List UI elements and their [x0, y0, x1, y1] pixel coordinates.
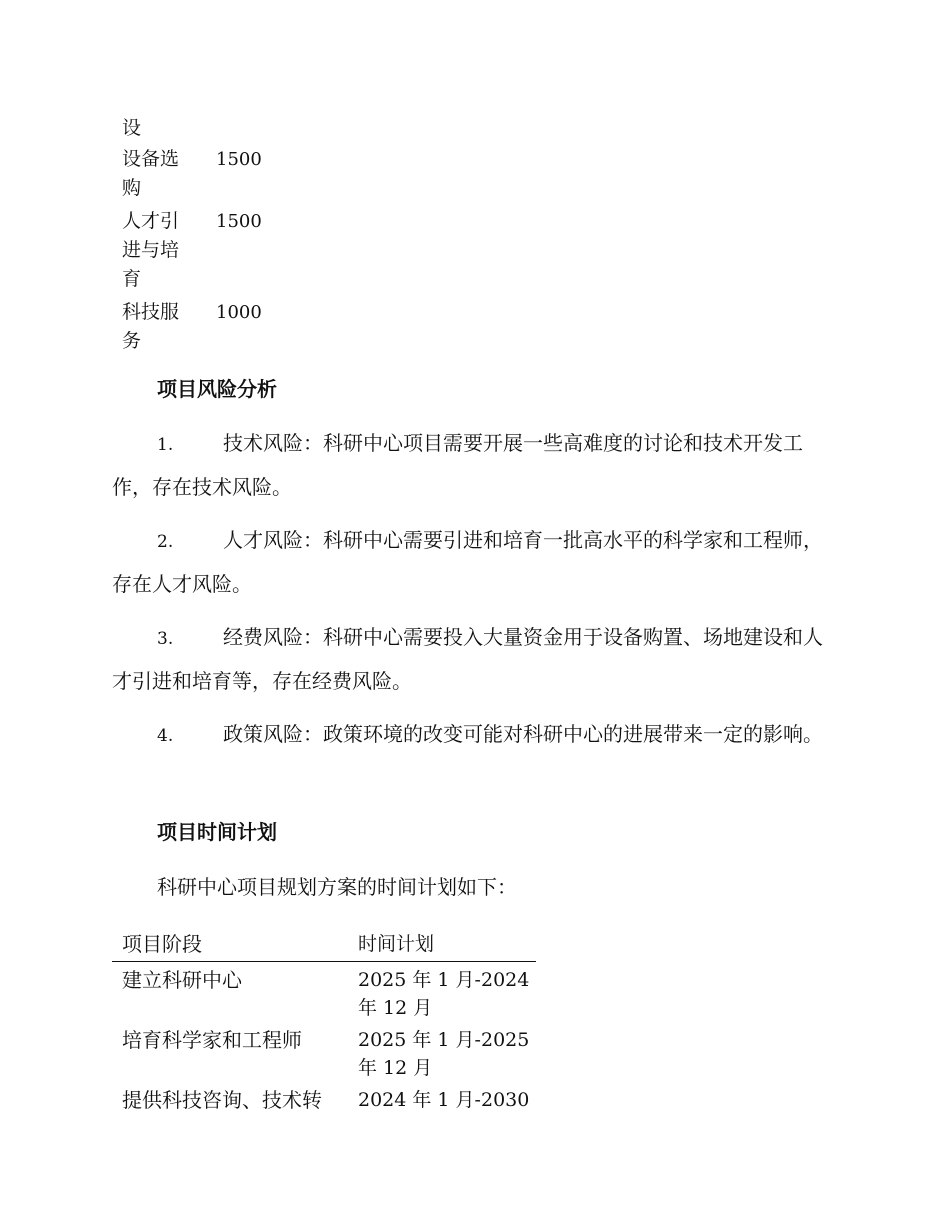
budget-item-name: 人才引进与培育 — [122, 210, 180, 290]
risk-item-text: 政策风险：政策环境的改变可能对科研中心的进展带来一定的影响。 — [223, 722, 823, 746]
risk-item-text: 经费风险：科研中心需要投入大量资金用于设备购置、场地建设和人才引进和培育等，存在经费风险。 — [112, 625, 823, 693]
table-cell-time: 2025 年 1 月-2024 年 12 月 — [358, 969, 530, 1019]
table-header-row — [112, 928, 536, 962]
section-heading-schedule: 项目时间计划 — [157, 820, 277, 844]
budget-item-name: 科技服务 — [122, 301, 180, 352]
column-header-phase: 项目阶段 — [122, 932, 202, 956]
risk-item-text: 人才风险：科研中心需要引进和培育一批高水平的科学家和工程师，存在人才风险。 — [112, 528, 823, 596]
table-cell-time: 2025 年 1 月-2025 年 12 月 — [358, 1029, 530, 1079]
table-row — [112, 207, 296, 294]
table-cell-phase: 培育科学家和工程师 — [122, 1028, 302, 1052]
schedule-intro: 科研中心项目规划方案的时间计划如下： — [157, 875, 517, 899]
list-number: 3. — [157, 629, 174, 649]
list-number: 4. — [157, 726, 174, 746]
table-row — [112, 1026, 536, 1082]
column-header-time: 时间计划 — [358, 933, 435, 955]
budget-item-name: 设备选购 — [122, 148, 180, 199]
table-row — [112, 298, 296, 356]
table-row — [112, 145, 296, 203]
table-cell-phase: 建立科研中心 — [122, 968, 242, 992]
budget-table — [112, 114, 296, 360]
table-cell-phase: 提供科技咨询、技术转 — [122, 1088, 322, 1112]
budget-item-value: 1500 — [216, 211, 262, 232]
risk-item — [112, 713, 834, 757]
schedule-table — [112, 928, 536, 1114]
risk-item — [112, 519, 834, 605]
list-number: 2. — [157, 532, 174, 552]
budget-item-value: 1500 — [216, 149, 262, 170]
table-row — [112, 1086, 536, 1114]
risk-item — [112, 422, 834, 508]
budget-item-value: 1000 — [216, 302, 262, 323]
list-number: 1. — [157, 435, 174, 455]
risk-item — [112, 616, 834, 702]
section-heading-risk: 项目风险分析 — [157, 377, 277, 401]
table-row — [112, 966, 536, 1022]
budget-item-name: 设 — [122, 117, 142, 139]
risk-item-text: 技术风险：科研中心项目需要开展一些高难度的讨论和技术开发工作，存在技术风险。 — [112, 431, 803, 499]
table-cell-time: 2024 年 1 月-2030 — [358, 1089, 530, 1111]
budget-item-value — [190, 114, 296, 143]
table-row — [112, 114, 296, 143]
